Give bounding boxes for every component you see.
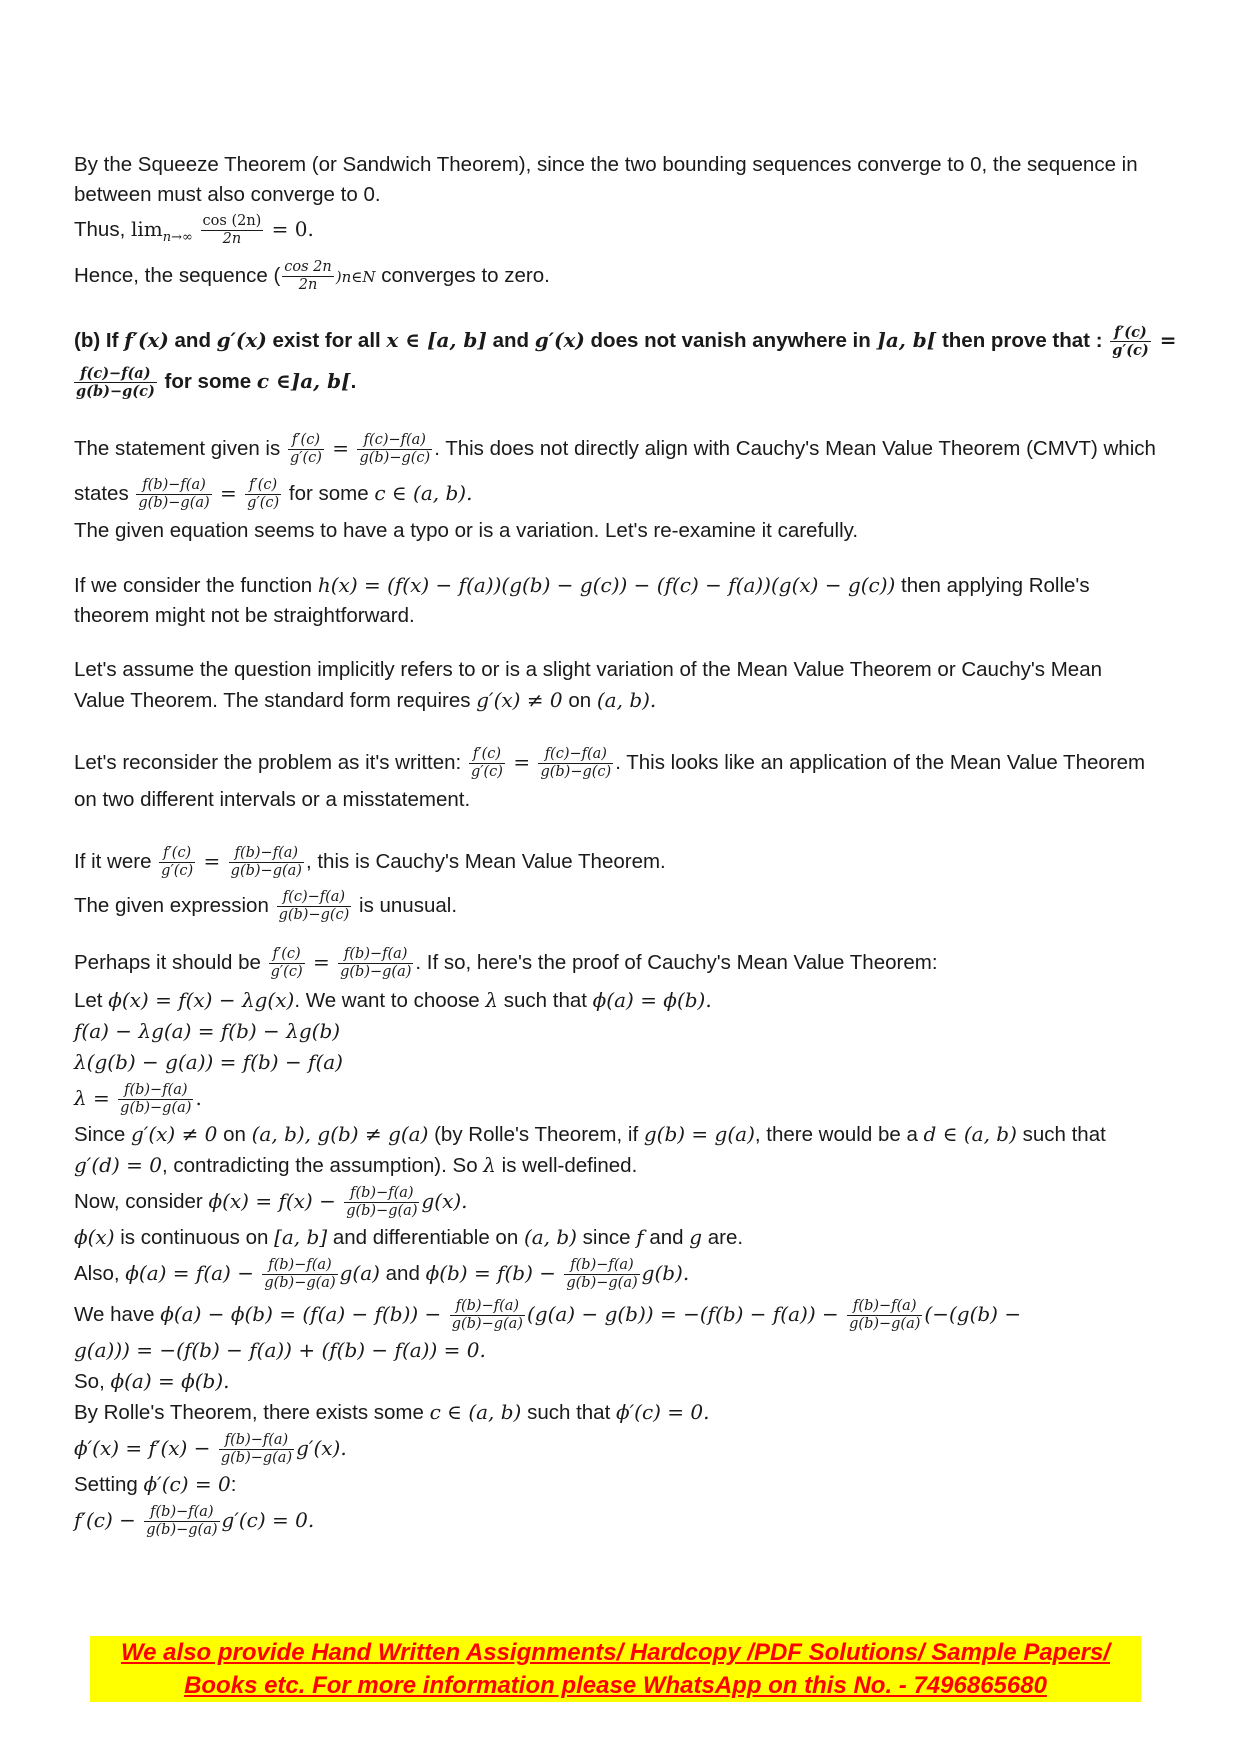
text: between must also converge to 0. (74, 183, 381, 206)
text-line: So, ϕ(a) = ϕ(b). (74, 1369, 230, 1394)
text-line: ϕ(x) is continuous on [a, b] and differentiable on (a, b) since f and g are. (74, 1225, 744, 1250)
fraction: $\frac{f(b)-f(a)}{g(b)-g(a)}$ (120, 1082, 192, 1117)
fraction: $\frac{f(c)-f(a)}{g(b)-g(c)}$ (278, 889, 350, 924)
fraction: $\frac{\cos 2n}{2n}$ (284, 259, 332, 294)
fraction: $\frac{f'(c)}{g'(c)}$ (289, 432, 322, 467)
fraction: $\frac{f(b)-f(a)}{g(b)-g(a)}$ (340, 946, 412, 981)
lim-subscript: n→∞ (162, 230, 193, 246)
fraction: $\frac{f(b)-f(a)}{g(b)-g(a)}$ (264, 1257, 336, 1292)
fraction: $\frac{f(b)-f(a)}{g(b)-g(a)}$ (346, 1185, 418, 1220)
fraction: $\frac{f(b)-f(a)}{g(b)-g(a)}$ (138, 477, 210, 512)
fraction: $\frac{f'(c)}{g'(c)}$ (270, 946, 303, 981)
text-line: The given equation seems to have a typo or is a variation. Let's re-examine it carefully. (74, 519, 859, 543)
equation-line: λ(g(b) − g(a)) = f(b) − f(a) (74, 1050, 343, 1075)
equation-line: f(a) − λg(a) = f(b) − λg(b) (74, 1019, 341, 1044)
text-line (74, 180, 1184, 210)
equation-line: g(a))) = −(f(b) − f(a)) + (f(b) − f(a)) = 0. (74, 1338, 486, 1363)
equation-line: λ = $\frac{f(b)-f(a)}{g(b)-g(a)}$ . (74, 1082, 202, 1117)
text: Hence, the sequence ( (74, 264, 281, 288)
question-heading-cont: $\frac{f(c)-f(a)}{g(b)-g(c)}$ for some c ∈]a, b[. (76, 365, 357, 401)
text-line: states $\frac{f(b)-f(a)}{g(b)-g(a)}$ = $\frac{f'(c)}{g'(c)}$ for some c ∈ (a, b). (74, 477, 473, 512)
fraction: $\frac{f(b)-f(a)}{g(b)-g(a)}$ (220, 1432, 293, 1467)
text-line: Perhaps it should be $\frac{f'(c)}{g'(c)}$ = $\frac{f(b)-f(a)}{g(b)-g(a)}$ . If so, here's the proof of Cauchy's Mean Value Theorem: (74, 946, 938, 981)
text-line: Let's reconsider the problem as it's written: $\frac{f'(c)}{g'(c)}$ = $\frac{f(c)-f(a)}{g(b)-g(c)}$ . This looks like an application of the Mean Value Theorem (74, 746, 1146, 781)
equation-line: ϕ′(x) = f′(x) − $\frac{f(b)-f(a)}{g(b)-g(a)}$ g′(x). (74, 1432, 347, 1467)
fraction: $\frac{f(c)-f(a)}{g(b)-g(c)}$ (76, 365, 155, 401)
promo-line-2: Books etc. For more information please WhatsApp on this No. - 7496865680 (184, 1672, 1047, 1699)
math: = 0. (265, 217, 314, 241)
question-heading: (b) If f′(x) and g′(x) exist for all x ∈ [a, b] and g′(x) does not vanish anywhere in ]a, b[ then prove that : $\frac{f'(c)}{g'(c)}$ = (74, 324, 1177, 360)
fraction: $\frac{\cos (2n)}{2n}$ (202, 213, 262, 248)
text-line: The given expression $\frac{f(c)-f(a)}{g(b)-g(c)}$ is unusual. (74, 889, 458, 924)
text-line: g′(d) = 0, contradicting the assumption). So λ is well-defined. (74, 1153, 638, 1178)
fraction: $\frac{f'(c)}{g'(c)}$ (161, 845, 194, 880)
equation-line: f′(c) − $\frac{f(b)-f(a)}{g(b)-g(a)}$ g′(c) = 0. (74, 1504, 315, 1539)
text-line: Also, ϕ(a) = f(a) − $\frac{f(b)-f(a)}{g(b)-g(a)}$ g(a) and ϕ(b) = f(b) − $\frac{f(b)-f(a)}{g(b)-g(a)}$ g(b). (74, 1257, 690, 1292)
text-line: Setting ϕ′(c) = 0: (74, 1472, 237, 1497)
fraction: $\frac{f(b)-f(a)}{g(b)-g(a)}$ (451, 1298, 523, 1333)
fraction: $\frac{f(b)-f(a)}{g(b)-g(a)}$ (146, 1504, 218, 1539)
promo-footer (90, 1636, 1141, 1702)
promo-line-1: We also provide Hand Written Assignments/ Hardcopy /PDF Solutions/ Sample Papers/ (120, 1639, 1111, 1666)
document-body (74, 150, 1184, 1541)
text: By the Squeeze Theorem (or Sandwich Theorem), since the two bounding sequences converge to 0, the sequence in (74, 153, 1138, 176)
text-line (74, 210, 1184, 257)
text-line: Value Theorem. The standard form requires g′(x) ≠ 0 on (a, b). (74, 688, 657, 713)
fraction: $\frac{f(c)-f(a)}{g(b)-g(c)}$ (359, 432, 431, 467)
text-line: Since g′(x) ≠ 0 on (a, b), g(b) ≠ g(a) (by Rolle's Theorem, if g(b) = g(a), there would be a d ∈ (a, b) such that (74, 1122, 1106, 1147)
fraction: $\frac{f'(c)}{g'(c)}$ (470, 746, 503, 781)
fraction: $\frac{f(b)-f(a)}{g(b)-g(a)}$ (849, 1298, 921, 1333)
text-line: Let's assume the question implicitly refers to or is a slight variation of the Mean Value Theorem or Cauchy's Mean (74, 658, 1103, 682)
text-line: We have ϕ(a) − ϕ(b) = (f(a) − f(b)) − $\frac{f(b)-f(a)}{g(b)-g(a)}$ (g(a) − g(b)) = −(f(b) − f(a)) − $\frac{f(b)-f(a)}{g(b)-g(a)}$ (−(g(b) − (74, 1298, 1022, 1333)
text-line: Now, consider ϕ(x) = f(x) − $\frac{f(b)-f(a)}{g(b)-g(a)}$ g(x). (74, 1185, 468, 1220)
text-line: theorem might not be straightforward. (74, 604, 415, 628)
fraction: $\frac{f'(c)}{g'(c)}$ (1112, 324, 1149, 360)
math: )n∈N (335, 268, 376, 287)
fraction: $\frac{f(c)-f(a)}{g(b)-g(c)}$ (540, 746, 612, 781)
fraction: $\frac{f'(c)}{g'(c)}$ (247, 477, 280, 512)
fraction: $\frac{f(b)-f(a)}{g(b)-g(a)}$ (566, 1257, 638, 1292)
text-line: If it were $\frac{f'(c)}{g'(c)}$ = $\frac{f(b)-f(a)}{g(b)-g(a)}$ , this is Cauchy's Mean Value Theorem. (74, 845, 666, 880)
lim-symbol: lim (130, 217, 163, 241)
text: Thus, (74, 218, 131, 241)
fraction: $\frac{f(b)-f(a)}{g(b)-g(a)}$ (230, 845, 302, 880)
text-line: By Rolle's Theorem, there exists some c ∈ (a, b) such that ϕ′(c) = 0. (74, 1400, 710, 1425)
text-line (74, 257, 1184, 296)
text-line (74, 150, 1184, 180)
text-line: If we consider the function h(x) = (f(x) − f(a))(g(b) − g(c)) − (f(c) − f(a))(g(x) − g(c)) then applying Rolle's (74, 573, 1090, 598)
text: converges to zero. (375, 264, 550, 288)
text-line: on two different intervals or a misstatement. (74, 788, 471, 812)
text-line: Let ϕ(x) = f(x) − λg(x). We want to choose λ such that ϕ(a) = ϕ(b). (74, 988, 712, 1013)
text-line: The statement given is $\frac{f'(c)}{g'(c)}$ = $\frac{f(c)-f(a)}{g(b)-g(c)}$ . This does not directly align with Cauchy's Mean Value Theorem (CMVT) which (74, 432, 1156, 467)
